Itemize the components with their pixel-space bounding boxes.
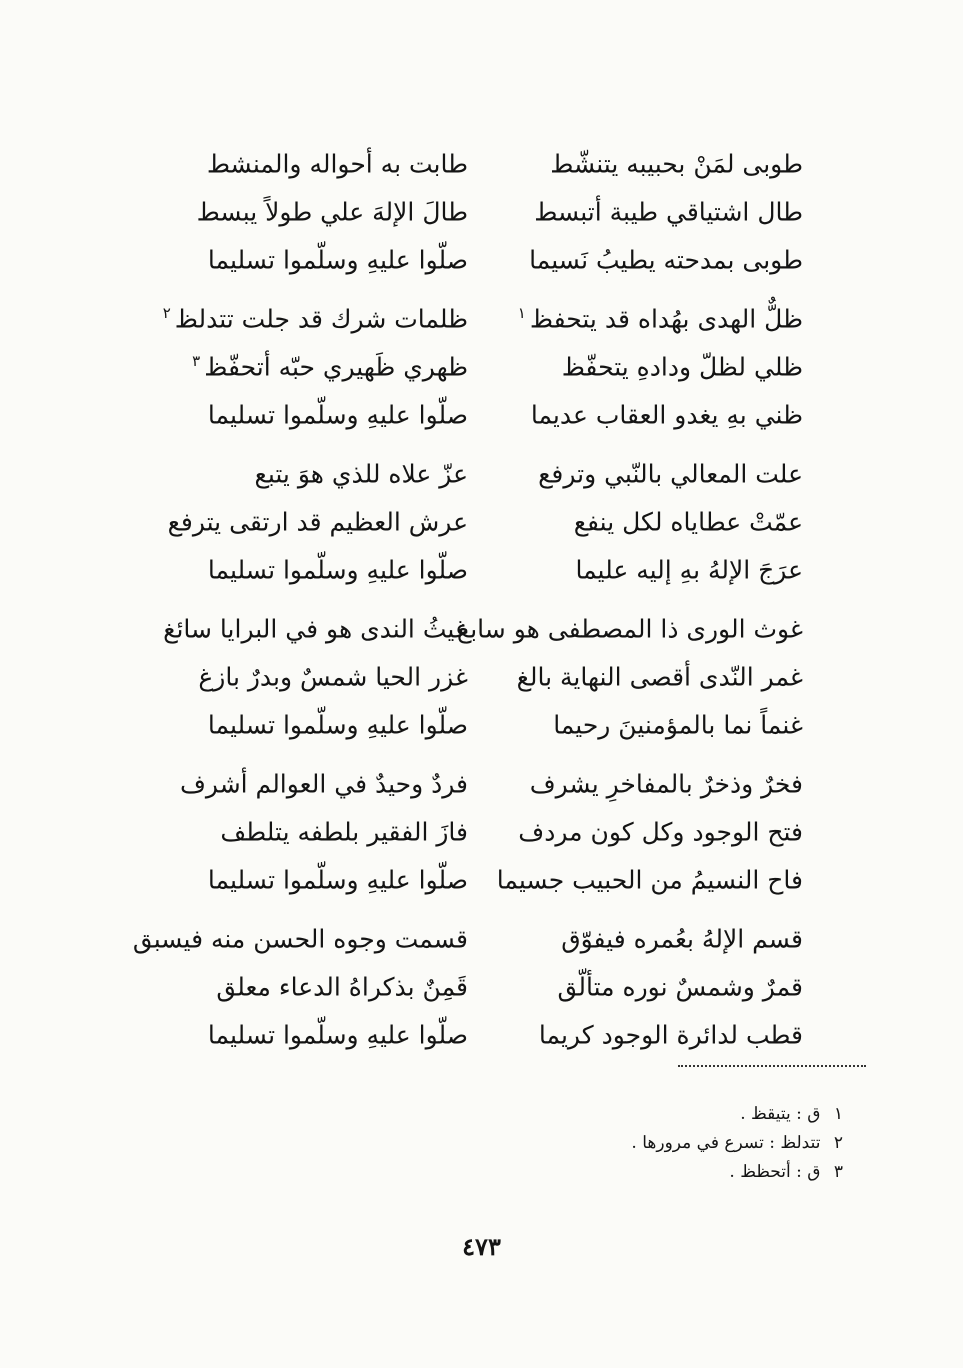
verse-line	[0, 651, 963, 691]
hemistich-text: فازَ الفقير بلطفه يتلطف	[220, 817, 468, 847]
verse-line	[0, 389, 963, 429]
verse-line	[0, 138, 963, 178]
footnote-marker: ٣	[192, 352, 201, 370]
verse-line	[0, 293, 963, 333]
verse-first-hemistich	[503, 341, 803, 387]
verse-first-hemistich	[503, 544, 803, 590]
verse-first-hemistich	[503, 448, 803, 494]
verse-first-hemistich	[503, 186, 803, 232]
verse-first-hemistich	[503, 758, 803, 804]
hemistich-text: طابت به أحواله والمنشط	[206, 149, 468, 179]
hemistich-text: قَمِنٌ بذكراهُ الدعاء معلق	[216, 972, 468, 1002]
hemistich-text: ظلي لظلّ ودادهِ يتحفّظ	[561, 352, 803, 382]
hemistich-text: عرش العظيم قد ارتقى يترفع	[167, 507, 468, 537]
hemistich-text: قسم الإلهُ بعُمره فيفوّق	[561, 924, 803, 954]
footnote-text: ق : أتحظظ .	[729, 1162, 821, 1182]
verse-line	[0, 341, 963, 381]
hemistich-text: غوث الورى ذا المصطفى هو سابغ	[456, 614, 803, 644]
verse-line	[0, 913, 963, 953]
verse-line	[0, 806, 963, 846]
hemistich-text: غنماً نما بالمؤمنينَ رحيما	[553, 710, 803, 740]
footnote-number: ٣	[833, 1162, 843, 1182]
footnote	[423, 1158, 843, 1187]
hemistich-text: صلّوا عليهِ وسلّموا تسليما	[207, 555, 468, 585]
verse-second-hemistich	[167, 496, 468, 542]
verse-first-hemistich	[503, 138, 803, 184]
verse-second-hemistich	[178, 758, 468, 804]
verse-line	[0, 854, 963, 894]
footnote-number: ٢	[833, 1133, 843, 1153]
hemistich-text: ظلٌّ الهدى بهُداه قد يتحفظ	[529, 304, 803, 334]
verse-second-hemistich	[178, 544, 468, 590]
verse-first-hemistich	[503, 389, 803, 435]
verse-second-hemistich	[132, 913, 468, 959]
verse-second-hemistich	[178, 234, 468, 280]
hemistich-text: صلّوا عليهِ وسلّموا تسليما	[207, 865, 468, 895]
verse-line	[0, 448, 963, 488]
hemistich-text: ظني بهِ يغدو العقاب عديما	[530, 400, 803, 430]
verse-second-hemistich	[178, 1009, 468, 1055]
footnote-separator	[678, 1065, 866, 1067]
verse-line	[0, 496, 963, 536]
verse-first-hemistich	[456, 603, 803, 649]
hemistich-text: فاح النسيمُ من الحبيب جسيما	[496, 865, 803, 895]
verse-line	[0, 961, 963, 1001]
verse-second-hemistich	[178, 961, 468, 1007]
footnote	[423, 1100, 843, 1129]
verse-line	[0, 758, 963, 798]
verse-first-hemistich	[503, 699, 803, 745]
verse-second-hemistich	[178, 699, 468, 745]
verse-first-hemistich	[496, 854, 803, 900]
hemistich-text: فخرٌ وذخرٌ بالمفاخرِ يشرف	[529, 769, 803, 799]
verse-line	[0, 234, 963, 274]
verse-second-hemistich	[178, 651, 468, 697]
hemistich-text: صلّوا عليهِ وسلّموا تسليما	[207, 710, 468, 740]
hemistich-text: علت المعالي بالنّبي وترفع	[538, 459, 803, 489]
verse-second-hemistich	[178, 806, 468, 852]
verse-first-hemistich	[503, 913, 803, 959]
hemistich-text: طوبى بمدحته يطيبُ نَسيما	[529, 245, 803, 275]
hemistich-text: صلّوا عليهِ وسلّموا تسليما	[207, 400, 468, 430]
verse-line	[0, 186, 963, 226]
hemistich-text: ظلمات شرك قد جلت تتدلظ	[174, 304, 468, 334]
verse-first-hemistich	[503, 961, 803, 1007]
hemistich-text: ظهري ظَهيري حبّه أتحفّظ	[204, 352, 468, 382]
hemistich-text: غيثُ الندى هو في البرايا سائغ	[163, 614, 468, 644]
footnote	[423, 1129, 843, 1158]
hemistich-text: عزّ علاه للذي هوَ يتبع	[254, 459, 468, 489]
hemistich-text: فتح الوجود وكل كون مردف	[518, 817, 803, 847]
hemistich-text: قطب لدائرة الوجود كريما	[538, 1020, 803, 1050]
hemistich-text: قمرٌ وشمسٌ نوره متألّق	[557, 972, 803, 1002]
hemistich-text: عرَجَ الإلهُ بهِ إليه عليما	[575, 555, 803, 585]
verse-second-hemistich	[178, 854, 468, 900]
footnotes	[423, 1100, 843, 1187]
verse-line	[0, 699, 963, 739]
verse-second-hemistich	[178, 389, 468, 435]
verse-second-hemistich	[178, 448, 468, 494]
hemistich-text: غزر الحيا شمسٌ وبدرٌ بازغ	[198, 662, 468, 692]
hemistich-text: صلّوا عليهِ وسلّموا تسليما	[207, 1020, 468, 1050]
verse-first-hemistich	[503, 651, 803, 697]
hemistich-text: قسمت وجوه الحسن منه فيسبق	[132, 924, 468, 954]
verse-second-hemistich	[162, 293, 468, 339]
verse-first-hemistich	[503, 496, 803, 542]
footnote-number: ١	[833, 1104, 843, 1124]
hemistich-text: طالَ الإلهَ علي طولاً يبسط	[196, 197, 468, 227]
footnote-marker: ٢	[162, 304, 171, 322]
verse-first-hemistich	[503, 806, 803, 852]
verse-first-hemistich	[503, 293, 803, 339]
footnote-text: ق : يتيقظ .	[740, 1104, 821, 1124]
hemistich-text: عمّتْ عطاياه لكل ينفع	[573, 507, 803, 537]
verse-second-hemistich	[178, 138, 468, 184]
hemistich-text: طال اشتياقي طيبة أتبسط	[534, 197, 803, 227]
footnote-text: تتدلظ : تسرع في مرورها .	[631, 1133, 821, 1153]
hemistich-text: طوبى لمَنْ بحبيبه يتنشّط	[550, 149, 803, 179]
footnote-marker: ١	[517, 304, 526, 322]
verse-line	[0, 1009, 963, 1049]
hemistich-text: فردٌ وحيدٌ في العوالم أشرف	[180, 769, 468, 799]
verse-first-hemistich	[503, 1009, 803, 1055]
verse-second-hemistich	[163, 603, 468, 649]
verse-first-hemistich	[503, 234, 803, 280]
verse-line	[0, 603, 963, 643]
verse-line	[0, 544, 963, 584]
hemistich-text: غمر النّدى أقصى النهاية بالغ	[516, 662, 803, 692]
verse-second-hemistich	[178, 186, 468, 232]
hemistich-text: صلّوا عليهِ وسلّموا تسليما	[207, 245, 468, 275]
page-number: ٤٧٣	[462, 1232, 501, 1261]
verse-second-hemistich	[178, 341, 468, 387]
